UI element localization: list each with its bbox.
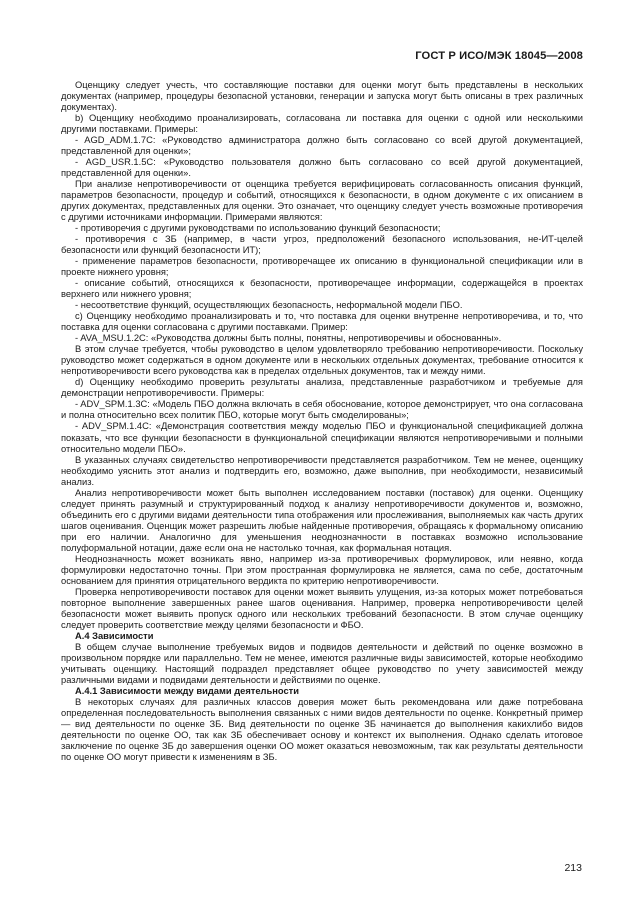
paragraph: В указанных случаях свидетельство непротиворечивости представляется разработчиком. Тем не менее, оценщику необходимо уяснить этот анализ и подтвердить его, возможно, даже выполнив, при необходимости, независимый анализ.: [61, 454, 583, 487]
paragraph: - ADV_SPM.1.3C: «Модель ПБО должна включать в себя обоснование, которое демонстрирует, что она согласована и полна относительно всех политик ПБО, которые могут быть смоделированы»;: [61, 399, 583, 421]
section-heading-a41: А.4.1 Зависимости между видами деятельности: [75, 685, 299, 696]
paragraph: - AGD_ADM.1.7C: «Руководство администратора должно быть согласовано со всей другой документацией, представленной для оценки»;: [61, 135, 583, 157]
page-number: 213: [564, 862, 582, 874]
paragraph: - описание событий, относящихся к безопасности, противоречащее информации, содержащейся в проектах верхнего или нижнего уровня;: [61, 278, 583, 300]
document-body: [61, 80, 583, 763]
paragraph: - ADV_SPM.1.4C: «Демонстрация соответствия между моделью ПБО и функциональной спецификацией должна показать, что все функции безопасности в функциональной спецификации являются непротиворечивыми и полными относительно модели ПБО».: [61, 421, 583, 454]
paragraph: При анализе непротиворечивости от оценщика требуется верифицировать согласованность описания функций, параметров безопасности, процедур и событий, относящихся к безопасности, в одном документе с их описанием в других документах, представленных для оценки. Это означает, что оценщику следует учесть возможные противоречия с другими источниками информации. Примерами являются:: [61, 179, 583, 223]
standard-header: ГОСТ Р ИСО/МЭК 18045—2008: [415, 50, 583, 62]
paragraph: - несоответствие функций, осуществляющих безопасность, неформальной модели ПБО.: [75, 300, 463, 311]
paragraph: Анализ непротиворечивости может быть выполнен исследованием поставки (поставок) для оценки. Оценщику следует принять разумный и структурированный подход к анализу непротиворечивости документов и, возможно, объединить его с другими видами деятельности типа отображения или прослеживания, выполняемых как часть других шагов оценивания. Оценщик может разрешить любые найденные противоречия, обращаясь к формальному описанию при его наличии. Аналогично для уменьшения неоднозначности в поставках возможно использование полуформальной нотации, даже если она не настолько точная, как формальная нотация.: [61, 487, 583, 553]
paragraph: В этом случае требуется, чтобы руководство в целом удовлетворяло требованию непротиворечивости. Поскольку руководство может содержаться в одном документе или в нескольких отдельных документах, требование относится к непротиворечивости всего руководства как в пределах отдельных документов, так и между ними.: [61, 344, 583, 377]
paragraph: Проверка непротиворечивости поставок для оценки может выявить улущения, из-за которых может потребоваться повторное выполнение завершенных ранее шагов оценивания. Например, проверка непротиворечивости целей безопасности может выявить пропуск одного или нескольких требований безопасности. В этом случае оценщику следует проверить соответствие между целями безопасности и ФБО.: [61, 586, 583, 630]
paragraph: Оценщику следует учесть, что составляющие поставки для оценки могут быть представлены в нескольких документах (например, процедуры безопасной установки, генерации и запуска могут быть описаны в трех различных документах).: [61, 80, 583, 113]
paragraph: - AGD_USR.1.5C: «Руководство пользователя должно быть согласовано со всей другой документацией, представленной для оценки».: [61, 157, 583, 179]
paragraph: - применение параметров безопасности, противоречащее их описанию в функциональной спецификации или в проекте нижнего уровня;: [61, 256, 583, 278]
paragraph: b) Оценщику необходимо проанализировать, согласована ли поставка для оценки с одной или несколькими другими поставками. Примеры:: [61, 113, 583, 135]
paragraph: В некоторых случаях для различных классов доверия может быть рекомендована или даже потребована определенная последовательность выполнения связанных с ними видов деятельности по оценке. Конкретный пример — вид деятельности по оценке ЗБ. Вид деятельности по оценке ЗБ начинается до выполнения какихлибо видов деятельности по оценке ОО, так как ЗБ обеспечивает основу и контекст их выполнения. Однако сделать итоговое заключение по оценке ЗБ до завершения оценки ОО может оказаться невозможным, так как результаты деятельности по оценке ОО могут привести к изменениям в ЗБ.: [61, 696, 583, 762]
paragraph: В общем случае выполнение требуемых видов и подвидов деятельности и действий по оценке возможно в произвольном порядке или параллельно. Тем не менее, имеются различные виды зависимостей, которые необходимо учитывать оценщику. Настоящий подраздел представляет общее руководство по учету зависимостей между различными видами и подвидами деятельности и действиями по оценке.: [61, 641, 583, 685]
paragraph: Неоднозначность может возникать явно, например из-за противоречивых формулировок, или неявно, когда формулировки недостаточно точны. При этом пространная формулировка не является, сама по себе, достаточным основанием для принятия отрицательного вердикта по критерию непротиворечивости.: [61, 553, 583, 586]
paragraph: - противоречия с ЗБ (например, в части угроз, предположений безопасного использования, не-ИТ-целей безопасности или функций безопасности ИТ);: [61, 234, 583, 256]
paragraph: - противоречия с другими руководствами по использованию функций безопасности;: [75, 223, 441, 234]
paragraph: - AVA_MSU.1.2C: «Руководства должны быть полны, понятны, непротиворечивы и обоснованны».: [75, 333, 502, 344]
section-heading-a4: А.4 Зависимости: [75, 630, 154, 641]
paragraph: d) Оценщику необходимо проверить результаты анализа, представленные разработчиком и требуемые для демонстрации непротиворечивости. Примеры:: [61, 377, 583, 399]
paragraph: c) Оценщику необходимо проанализировать и то, что поставка для оценки внутренне непротиворечива, и то, что поставка для оценки согласована с другими поставками. Пример:: [61, 311, 583, 333]
